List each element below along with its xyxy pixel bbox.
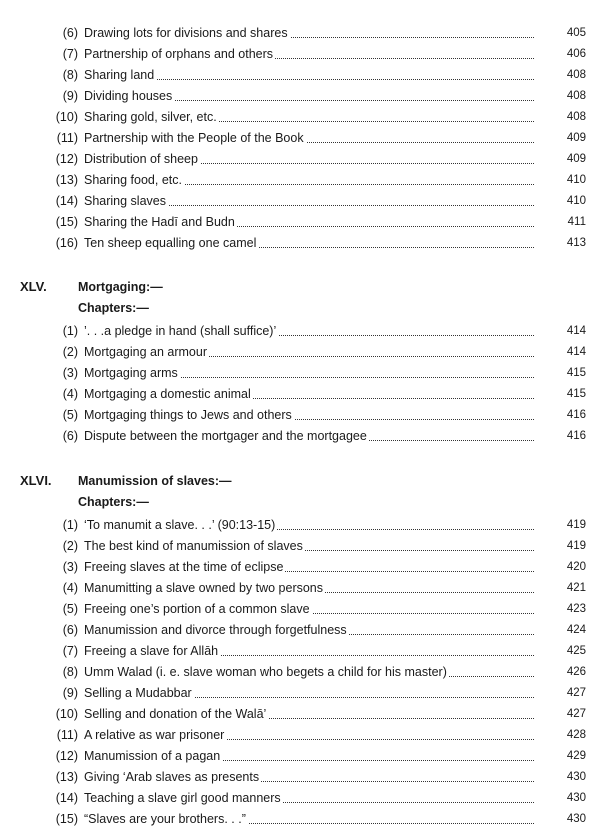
toc-entry [0,746,600,767]
entry-number: (11) [56,728,78,742]
entry-title: Sharing the Hadī and Budn [84,212,237,233]
entry-page: 414 [566,325,586,337]
entry-page: 426 [566,666,586,678]
entry-number: (13) [55,770,78,784]
entry-number: (6) [62,623,78,637]
entry-title: Drawing lots for divisions and shares [84,23,290,44]
entry-title: Ten sheep equalling one camel [84,233,258,254]
entry-title: Mortgaging a domestic animal [84,384,253,405]
entry-page: 419 [566,540,586,552]
toc-entry [0,342,600,363]
entry-title: Giving ‘Arab slaves as presents [84,767,261,788]
entry-title: Sharing land [84,65,156,86]
entry-title: Selling a Mudabbar [84,683,194,704]
entry-page: 416 [566,409,586,421]
entry-page: 424 [566,624,586,636]
entry-number: (7) [62,47,78,61]
section-number: XLVI. [20,473,52,488]
toc-entry [0,86,600,107]
entry-number: (14) [55,194,78,208]
entry-title: Manumission of a pagan [84,746,222,767]
entry-number: (5) [62,408,78,422]
entry-number: (7) [62,644,78,658]
entry-page: 406 [566,48,586,60]
entry-page: 428 [566,729,586,741]
toc-entry [0,405,600,426]
toc-entry [0,536,600,557]
entry-title: Partnership with the People of the Book [84,128,306,149]
entry-title: Freeing a slave for Allāh [84,641,220,662]
entry-page: 430 [566,771,586,783]
entry-page: 405 [566,27,586,39]
chapters-label: Chapters:— [78,495,149,509]
toc-entry [0,788,600,809]
chapters-label: Chapters:— [78,301,149,315]
section-title: Manumission of slaves:— [78,474,232,488]
toc-entry [0,515,600,536]
entry-title: Teaching a slave girl good manners [84,788,283,809]
entry-title: Partnership of orphans and others [84,44,275,65]
entry-number: (11) [56,131,78,145]
entry-title: Sharing food, etc. [84,170,184,191]
toc-entry [0,641,600,662]
entry-number: (9) [62,89,78,103]
entry-number: (1) [62,518,78,532]
entry-page: 427 [566,687,586,699]
toc-entry [0,725,600,746]
entry-number: (3) [62,366,78,380]
entry-number: (4) [62,387,78,401]
entry-page: 408 [566,90,586,102]
entry-page: 429 [566,750,586,762]
entry-title: Freeing slaves at the time of eclipse [84,557,285,578]
toc-entry [0,170,600,191]
entry-page: 415 [566,367,586,379]
entry-number: (10) [55,707,78,721]
entry-number: (16) [55,236,78,250]
entry-number: (15) [55,215,78,229]
entry-page: 410 [566,195,586,207]
toc-entry [0,149,600,170]
entry-title: Dispute between the mortgager and the mortgagee [84,426,369,447]
entry-number: (2) [62,345,78,359]
section-title: Mortgaging:— [78,280,163,294]
entry-page: 421 [566,582,586,594]
entry-number: (14) [55,791,78,805]
entry-number: (13) [55,173,78,187]
entry-number: (4) [62,581,78,595]
entry-number: (8) [62,68,78,82]
toc-entry [0,44,600,65]
toc-entry [0,578,600,599]
entry-title: Distribution of sheep [84,149,200,170]
entry-number: (10) [55,110,78,124]
entry-title: Dividing houses [84,86,174,107]
section-number: XLV. [20,279,47,294]
toc-entry [0,620,600,641]
toc-entry [0,767,600,788]
entry-title: Sharing slaves [84,191,168,212]
entry-page: 411 [567,216,586,228]
entry-number: (2) [62,539,78,553]
toc-entry [0,128,600,149]
toc-entry [0,557,600,578]
entry-number: (15) [55,812,78,826]
toc-entry [0,107,600,128]
entry-page: 423 [566,603,586,615]
toc-entry [0,321,600,342]
entry-title: Umm Walad (i. e. slave woman who begets a child for his master) [84,662,449,683]
entry-number: (5) [62,602,78,616]
entry-number: (6) [62,429,78,443]
entry-page: 425 [566,645,586,657]
entry-page: 430 [566,813,586,825]
entry-title: ’. . .a pledge in hand (shall suffice)’ [84,321,278,342]
entry-page: 430 [566,792,586,804]
entry-number: (12) [55,749,78,763]
entry-page: 427 [566,708,586,720]
entry-page: 409 [566,132,586,144]
toc-entry [0,191,600,212]
entry-number: (6) [62,26,78,40]
entry-number: (9) [62,686,78,700]
entry-title: Manumitting a slave owned by two persons [84,578,325,599]
toc-entry [0,233,600,254]
entry-page: 416 [566,430,586,442]
entry-title: Freeing one’s portion of a common slave [84,599,312,620]
entry-page: 409 [566,153,586,165]
entry-title: ‘To manumit a slave. . .’ (90:13-15) [84,515,277,536]
entry-page: 408 [566,111,586,123]
entry-title: Mortgaging arms [84,363,180,384]
toc-entry [0,363,600,384]
entry-page: 408 [566,69,586,81]
entry-page: 419 [566,519,586,531]
toc-entry [0,704,600,725]
entry-page: 420 [566,561,586,573]
entry-page: 410 [566,174,586,186]
toc-entry [0,65,600,86]
entry-number: (3) [62,560,78,574]
toc-entry [0,599,600,620]
toc-entry [0,683,600,704]
toc-entry [0,662,600,683]
toc-entry [0,384,600,405]
toc-entry [0,23,600,44]
toc-entry [0,212,600,233]
entry-number: (1) [62,324,78,338]
toc-entry [0,426,600,447]
entry-title: Manumission and divorce through forgetfulness [84,620,349,641]
entry-title: The best kind of manumission of slaves [84,536,305,557]
entry-title: Selling and donation of the Walā’ [84,704,268,725]
entry-number: (12) [55,152,78,166]
toc-entry [0,809,600,830]
entry-title: Mortgaging things to Jews and others [84,405,294,426]
entry-title: “Slaves are your brothers. . .” [84,809,248,830]
entry-number: (8) [62,665,78,679]
entry-page: 413 [566,237,586,249]
entry-page: 415 [566,388,586,400]
entry-page: 414 [566,346,586,358]
entry-title: A relative as war prisoner [84,725,226,746]
entry-title: Sharing gold, silver, etc. [84,107,219,128]
entry-title: Mortgaging an armour [84,342,209,363]
